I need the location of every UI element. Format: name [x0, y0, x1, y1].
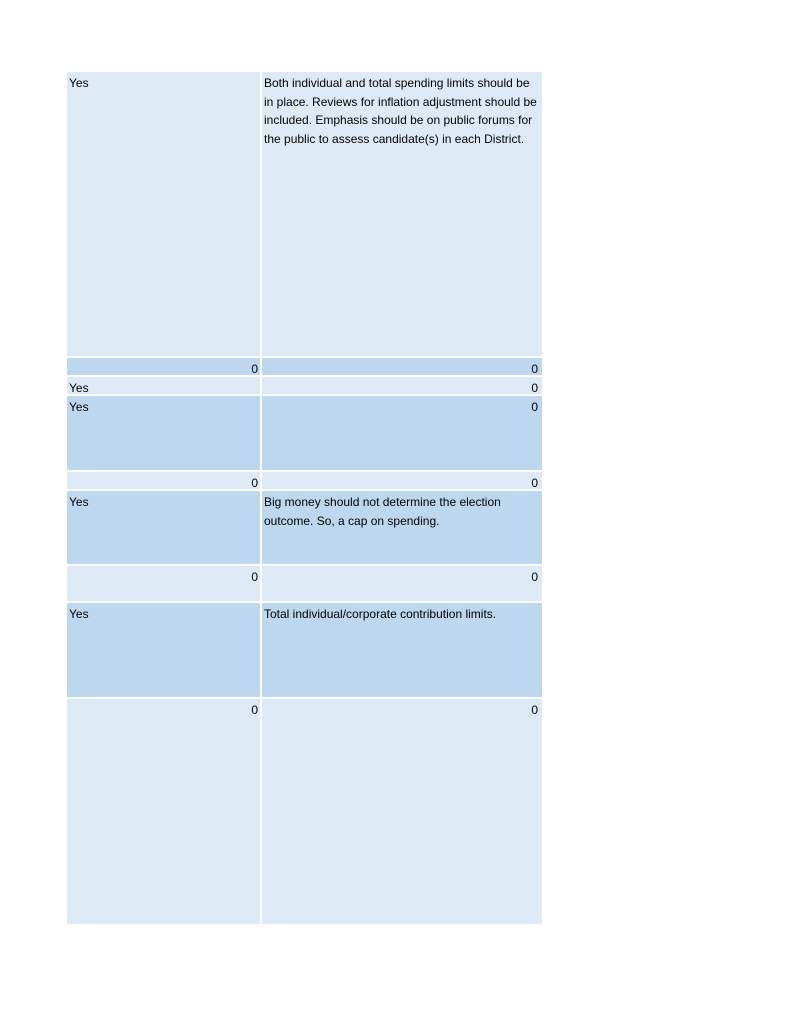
- table-cell[interactable]: Yes: [69, 381, 89, 394]
- table-cell[interactable]: Yes: [69, 495, 89, 509]
- table-cell[interactable]: Yes: [69, 76, 89, 90]
- table-cell[interactable]: Yes: [69, 607, 89, 621]
- table-cell[interactable]: 0: [260, 396, 540, 470]
- table-cell[interactable]: 0: [260, 566, 540, 601]
- spreadsheet-table: [67, 72, 542, 924]
- table-row: [67, 697, 542, 924]
- table-cell[interactable]: Yes: [69, 400, 89, 414]
- table-row: [67, 394, 542, 470]
- table-cell[interactable]: Total individual/corporate contribution limits.: [260, 603, 540, 697]
- table-row: [67, 601, 542, 697]
- table-cell[interactable]: 0: [251, 703, 258, 717]
- table-cell[interactable]: 0: [260, 358, 540, 375]
- table-cell[interactable]: 0: [260, 472, 540, 489]
- table-cell[interactable]: 0: [251, 570, 258, 584]
- table-row: [67, 564, 542, 601]
- table-cell[interactable]: 0: [251, 362, 258, 375]
- table-row: [67, 489, 542, 564]
- table-cell[interactable]: 0: [251, 476, 258, 489]
- table-row: [67, 375, 542, 394]
- table-cell[interactable]: 0: [260, 377, 540, 394]
- table-row: [67, 72, 542, 356]
- table-cell[interactable]: 0: [260, 699, 540, 924]
- table-cell[interactable]: Both individual and total spending limits should be in place. Reviews for inflation adjustment should be included. Emphasis should be on public forums for the public to assess candidate(s) in each District.: [260, 72, 540, 356]
- table-row: [67, 470, 542, 489]
- table-cell[interactable]: Big money should not determine the election outcome. So, a cap on spending.: [260, 491, 540, 564]
- table-row: [67, 356, 542, 375]
